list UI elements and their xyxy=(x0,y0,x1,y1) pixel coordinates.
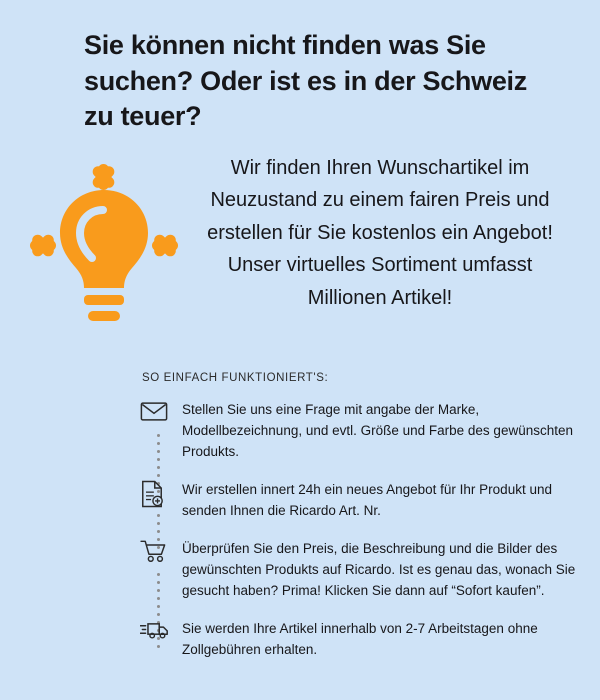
page-title: Sie können nicht finden was Sie suchen? Oder ist es in der Schweiz zu teuer? xyxy=(84,30,527,132)
delivery-truck-icon xyxy=(140,617,182,651)
step-text: Wir erstellen innert 24h ein neues Angebot für Ihr Produkt und senden Ihnen die Ricardo Art. Nr. xyxy=(182,482,552,519)
envelope-icon xyxy=(140,398,182,432)
intro-paragraph: Wir finden Ihren Wunschartikel im Neuzustand zu einem fairen Preis und erstellen für Sie kostenlos ein Angebot! Unser virtuelles Sortiment umfasst Millionen Artikel! xyxy=(207,157,553,309)
list-item xyxy=(142,537,582,601)
step-text: Sie werden Ihre Artikel innerhalb von 2-7 Arbeitstagen ohne Zollgebühren erhalten. xyxy=(182,621,538,658)
document-add-icon xyxy=(140,478,182,512)
steps-title: SO EINFACH FUNKTIONIERT'S: xyxy=(142,372,329,384)
shopping-cart-icon xyxy=(140,537,182,571)
list-item xyxy=(142,478,582,521)
list-item xyxy=(142,398,582,462)
intro-section xyxy=(0,152,600,367)
lightbulb-icon xyxy=(24,164,184,339)
list-item xyxy=(142,617,582,660)
step-text: Stellen Sie uns eine Frage mit angabe der Marke, Modellbezeichnung, und evtl. Größe und Farbe des gewünschten Produkts. xyxy=(182,402,573,460)
steps-section xyxy=(142,372,582,676)
step-text: Überprüfen Sie den Preis, die Beschreibung und die Bilder des gewünschten Produkts auf Ricardo. Ist es genau das, wonach Sie gesucht haben? Prima! Klicken Sie dann auf “Sofort kaufen”. xyxy=(182,541,576,599)
